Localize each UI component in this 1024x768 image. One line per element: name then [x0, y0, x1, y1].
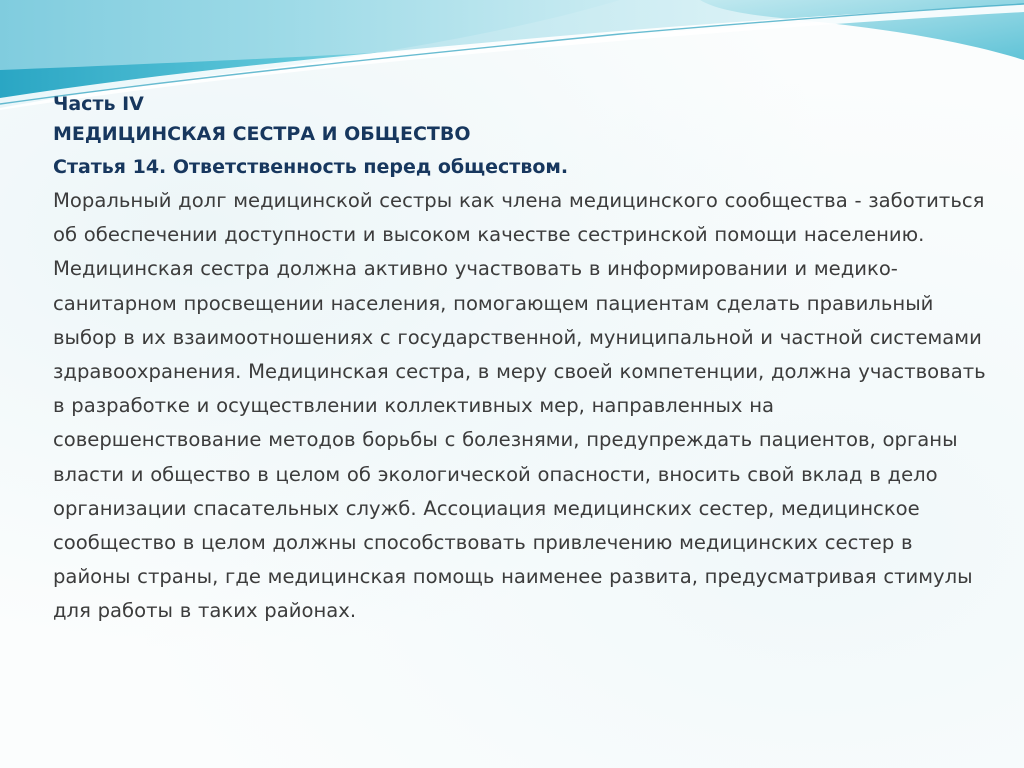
part-label: Часть IV — [53, 93, 144, 115]
article-body-text: Моральный долг медицинской сестры как члена медицинского сообщества - заботиться об обеспечении доступности и высоком качестве сестринской помощи населению. Медицинская сестра должна активно участвовать в информировании и медико-санитарном просвещении населения, помогающем пациентам сделать правильный выбор в их взаимоотношениях с государственной, муниципальной и частной системами здравоохранения. Медицинская сестра, в меру своей компетенции, должна участвовать в разработке и осуществлении коллективных мер, направленных на совершенствование методов борьбы с болезнями, предупреждать пациентов, органы власти и общество в целом об экологической опасности, вносить свой вклад в дело организации спасательных служб. Ассоциация медицинских сестер, медицинское сообщество в целом должны способствовать привлечению медицинских сестер в районы страны, где медицинская помощь наименее развита, предусматривая стимулы для работы в таких районах. — [53, 189, 986, 623]
slide-content — [53, 91, 988, 629]
section-title: МЕДИЦИНСКАЯ СЕСТРА И ОБЩЕСТВО — [53, 123, 471, 145]
article-title: Статья 14. Ответственность перед обществом. — [53, 156, 569, 178]
